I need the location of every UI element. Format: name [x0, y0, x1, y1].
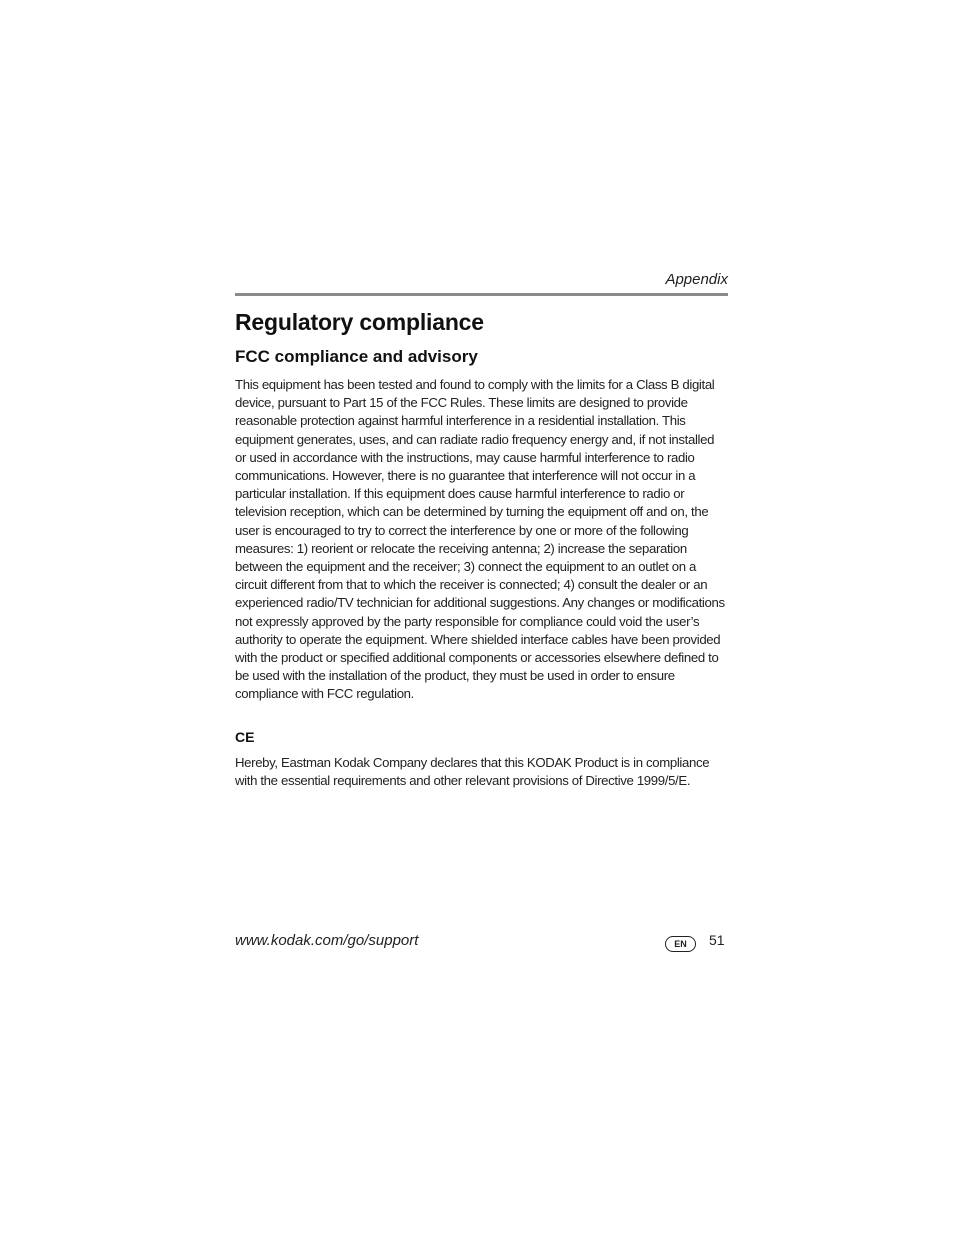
footer-support-link[interactable]: www.kodak.com/go/support	[235, 932, 419, 949]
page-title: Regulatory compliance	[235, 309, 484, 335]
language-badge: EN	[665, 936, 696, 952]
ce-heading: CE	[235, 729, 255, 745]
section-label: Appendix	[665, 271, 728, 288]
ce-body-text: Hereby, Eastman Kodak Company declares that this KODAK Product is in compliance with the essential requirements and other relevant provisions of Directive 1999/5/E.	[235, 755, 710, 789]
fcc-body-text: This equipment has been tested and found to comply with the limits for a Class B digital device, pursuant to Part 15 of the FCC Rules. These limits are designed to provide reasonable protection against harmful interference in a residential installation. This equipment generates, uses, and can radiate radio frequency energy and, if not installed or used in accordance with the instructions, may cause harmful interference to radio communications. However, there is no guarantee that interference will not occur in a particular installation. If this equipment does cause harmful interference to radio or television reception, which can be determined by turning the equipment off and on, the user is encouraged to try to correct the interference by one or more of the following measures: 1) reorient or relocate the receiving antenna; 2) increase the separation between the equipment and the receiver; 3) connect the equipment to an outlet on a circuit different from that to which the receiver is connected; 4) consult the dealer or an experienced radio/TV technician for additional suggestions. Any changes or modifications not expressly approved by the party responsible for compliance could void the user’s authority to operate the equipment. Where shielded interface cables have been provided with the product or specified additional components or accessories elsewhere defined to be used with the installation of the product, they must be used in order to ensure compliance with FCC regulation.	[235, 377, 725, 702]
header-rule	[235, 293, 728, 296]
page-number: 51	[709, 932, 725, 948]
fcc-heading: FCC compliance and advisory	[235, 347, 478, 366]
